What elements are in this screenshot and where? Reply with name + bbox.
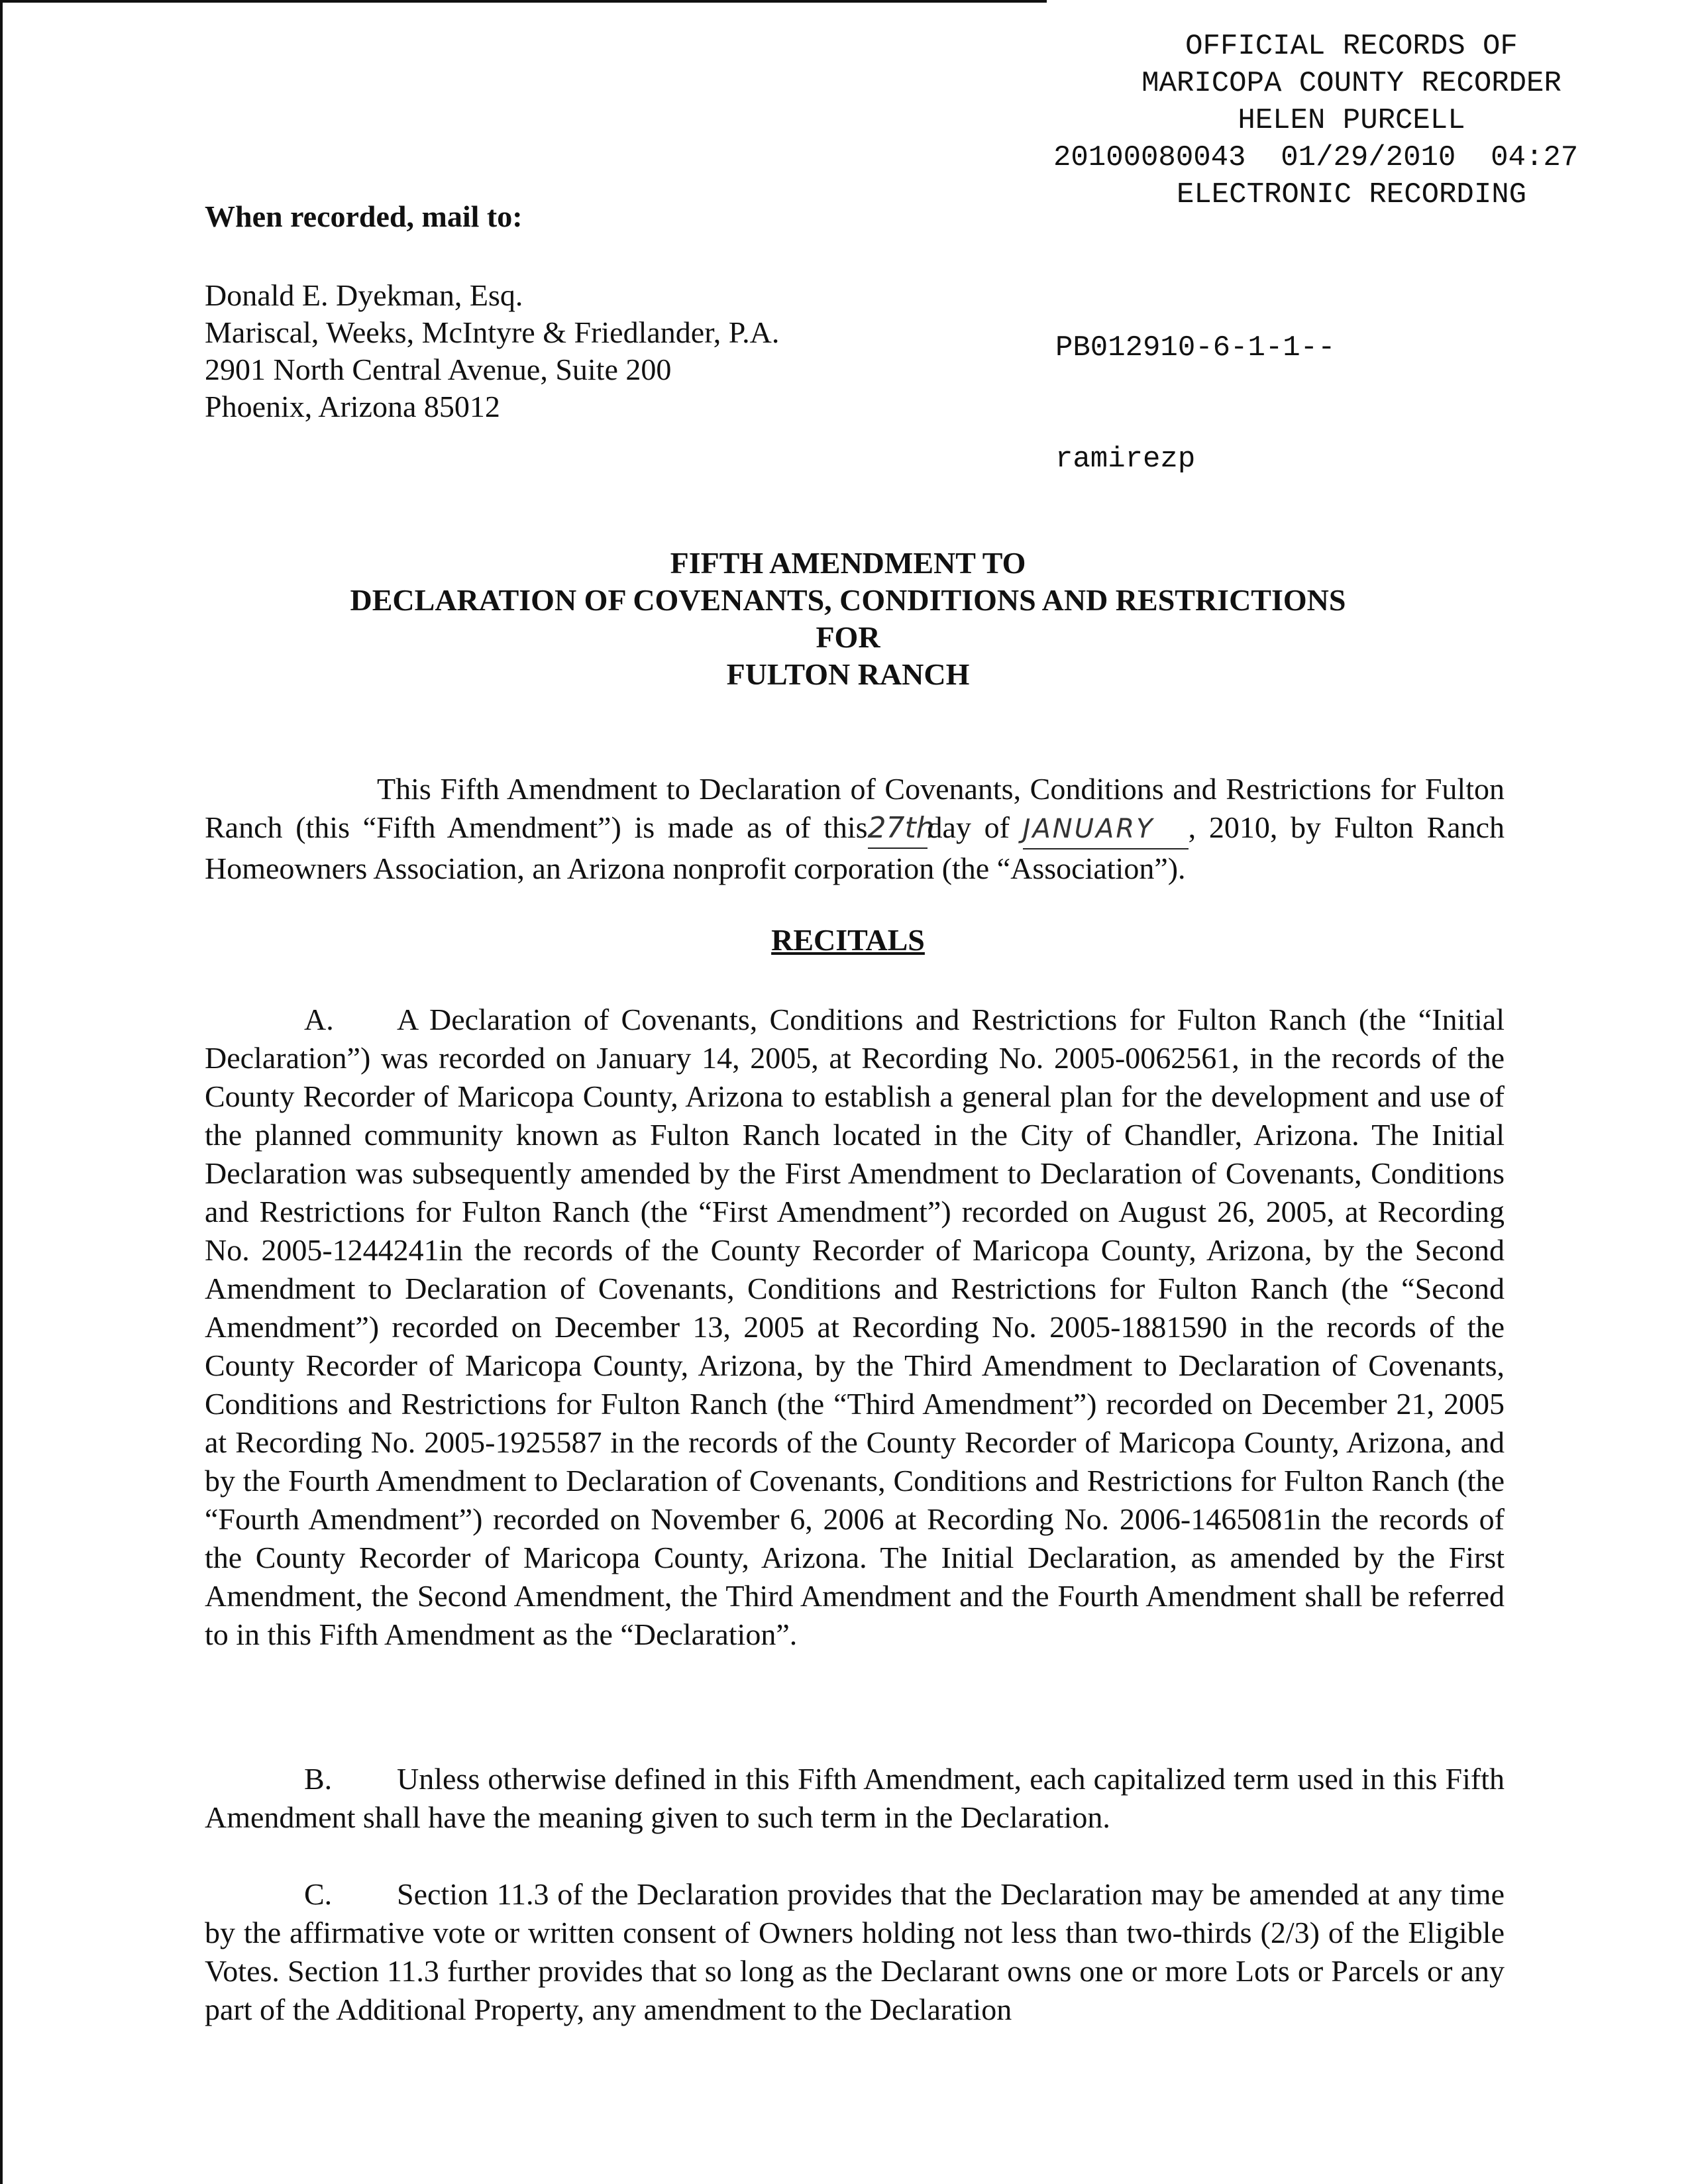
intro-paragraph	[205, 770, 1505, 888]
recital-label: B.	[304, 1762, 333, 1796]
mail-to-heading: When recorded, mail to:	[205, 199, 523, 233]
intro-text: , 2010, by Fulton Ranch Homeowners Association, an Arizona nonprofit corporation (the “Association”).	[205, 810, 1505, 885]
intro-text: This Fifth Amendment to Declaration of Covenants, Conditions and Restrictions for Fulton Ranch (this “Fifth Amendment”) is made as of this	[205, 772, 1505, 844]
intro-text: day of	[927, 810, 1010, 844]
document-title	[0, 545, 1696, 693]
addressee-city: Phoenix, Arizona 85012	[205, 390, 500, 423]
stamp-recording-number: 20100080043 01/29/2010 04:27	[1053, 141, 1579, 174]
stamp-clerk: ramirezp	[1055, 443, 1196, 476]
recital-a	[205, 1001, 1505, 1654]
stamp-line: ELECTRONIC RECORDING	[1176, 178, 1527, 211]
mail-to-address	[205, 277, 779, 425]
stamp-line: HELEN PURCELL	[1238, 104, 1465, 137]
recital-label: A.	[304, 1003, 334, 1036]
title-line: FIFTH AMENDMENT TO	[670, 546, 1026, 580]
addressee-street: 2901 North Central Avenue, Suite 200	[205, 353, 672, 386]
recording-stamp	[1053, 28, 1650, 213]
addressee-firm: Mariscal, Weeks, McIntyre & Friedlander, P.A.	[205, 315, 780, 349]
recital-label: C.	[304, 1877, 333, 1911]
stamp-reference	[1055, 255, 1335, 515]
recital-text: Section 11.3 of the Declaration provides that the Declaration may be amended at any time by the affirmative vote or written consent of Owners holding not less than two-thirds (2/3) of the Eligible Votes. Section 11.3 further provides that so long as the Declarant owns one or more Lots or Parcels or any part of the Additional Property, any amendment to the Declaration	[205, 1877, 1505, 2026]
recital-text: A Declaration of Covenants, Conditions and Restrictions for Fulton Ranch (the “Initial Declaration”) was recorded on January 14, 2005, at Recording No. 2005-0062561, in the records of the County Recorder of Maricopa County, Arizona to establish a general plan for the development and use of the planned community known as Fulton Ranch located in the City of Chandler, Arizona. The Initial Declaration was subsequently amended by the First Amendment to Declaration of Covenants, Conditions and Restrictions for Fulton Ranch (the “First Amendment”) recorded on August 26, 2005, at Recording No. 2005-1244241in the records of the County Recorder of Maricopa County, Arizona, by the Second Amendment to Declaration of Covenants, Conditions and Restrictions for Fulton Ranch (the “Second Amendment”) recorded on December 13, 2005 at Recording No. 2005-1881590 in the records of the County Recorder of Maricopa County, Arizona, by the Third Amendment to Declaration of Covenants, Conditions and Restrictions for Fulton Ranch (the “Third Amendment”) recorded on December 21, 2005 at Recording No. 2005-1925587 in the records of the County Recorder of Maricopa County, Arizona, and by the Fourth Amendment to Declaration of Covenants, Conditions and Restrictions for Fulton Ranch (the “Fourth Amendment”) recorded on November 6, 2006 at Recording No. 2006-1465081in the records of the County Recorder of Maricopa County, Arizona. The Initial Declaration, as amended by the First Amendment, the Second Amendment, the Third Amendment and the Fourth Amendment shall be referred to in this Fifth Amendment as the “Declaration”.	[205, 1003, 1505, 1651]
handwritten-month: JANUARY	[1023, 810, 1189, 849]
scan-top-border	[0, 0, 1047, 3]
stamp-line: MARICOPA COUNTY RECORDER	[1141, 67, 1562, 100]
title-line: FOR	[816, 620, 880, 654]
recital-c	[205, 1875, 1505, 2029]
title-line: DECLARATION OF COVENANTS, CONDITIONS AND RESTRICTIONS	[350, 583, 1346, 617]
title-line: FULTON RANCH	[726, 657, 970, 691]
addressee-name: Donald E. Dyekman, Esq.	[205, 278, 523, 312]
recitals-heading: RECITALS	[771, 923, 925, 957]
handwritten-day: 27th	[868, 809, 928, 849]
recital-text: Unless otherwise defined in this Fifth Amendment, each capitalized term used in this Fifth Amendment shall have the meaning given to such term in the Declaration.	[205, 1762, 1505, 1834]
stamp-line: OFFICIAL RECORDS OF	[1185, 30, 1518, 63]
stamp-reference-code: PB012910-6-1-1--	[1055, 331, 1336, 364]
scan-left-border	[0, 0, 3, 2184]
recital-b	[205, 1760, 1505, 1837]
